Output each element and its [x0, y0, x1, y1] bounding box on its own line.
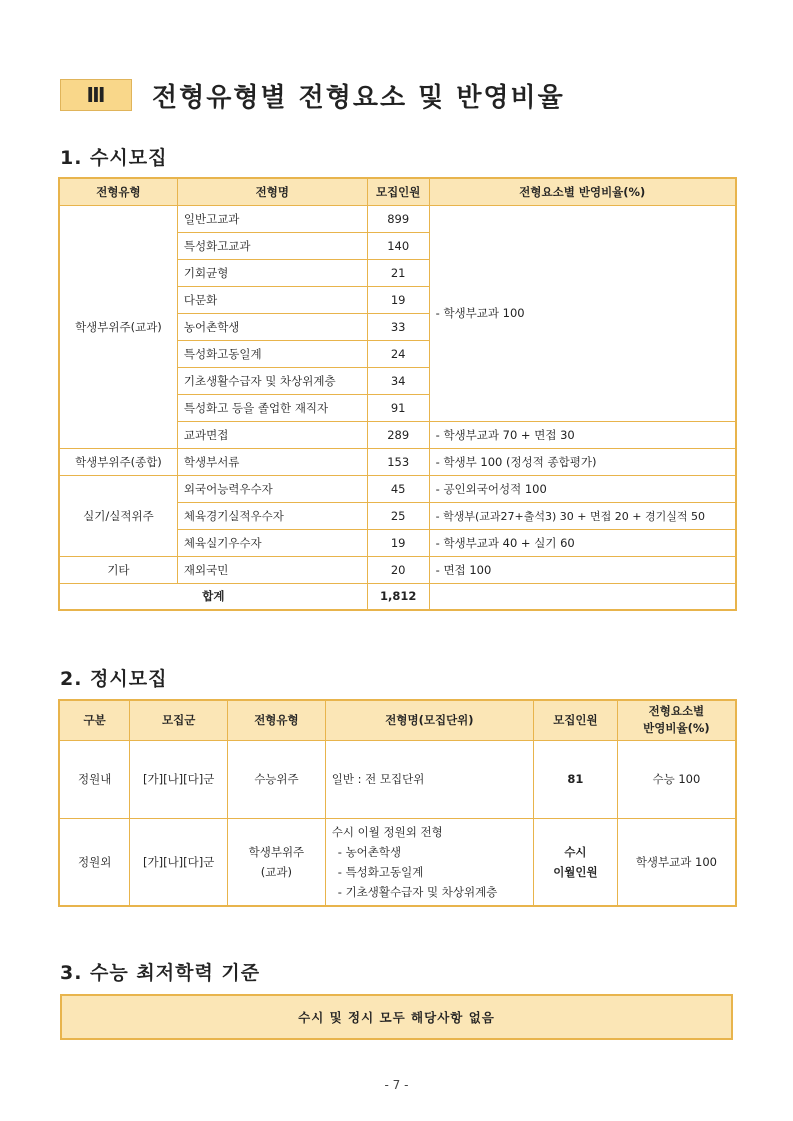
- header-cell: 모집인원: [534, 700, 618, 740]
- table-row: [59, 556, 736, 583]
- count-cell: 20: [367, 556, 429, 583]
- count-cell: 91: [367, 394, 429, 421]
- name-cell: 특성화고동일계: [177, 340, 367, 367]
- ratio-cell: 학생부교과 100: [617, 818, 736, 906]
- header-cell: 구분: [59, 700, 130, 740]
- category-cell: 정원외: [59, 818, 130, 906]
- count-cell: 19: [367, 529, 429, 556]
- type-cell: [228, 818, 326, 906]
- count-cell: 21: [367, 259, 429, 286]
- name-cell: 특성화고 등을 졸업한 재직자: [177, 394, 367, 421]
- susi-table: [58, 177, 737, 611]
- name-line: - 특성화고동일계: [337, 864, 424, 879]
- type-cell: 학생부위주(교과): [59, 205, 177, 448]
- table-row: [59, 475, 736, 502]
- name-line: - 기초생활수급자 및 차상위계층: [337, 884, 498, 899]
- header-cell: 전형유형: [59, 178, 177, 205]
- type-cell: 실기/실적위주: [59, 475, 177, 556]
- total-row: [59, 583, 736, 610]
- name-cell: 학생부서류: [177, 448, 367, 475]
- name-cell: 일반고교과: [177, 205, 367, 232]
- section2-heading: 2. 정시모집: [60, 668, 168, 690]
- count-cell: 289: [367, 421, 429, 448]
- name-cell: 기회균형: [177, 259, 367, 286]
- table-row: [59, 448, 736, 475]
- count-line: 이월인원: [553, 864, 598, 879]
- count-cell: 34: [367, 367, 429, 394]
- table-row: [59, 818, 736, 906]
- name-line: 수시 이월 정원외 전형: [331, 824, 443, 839]
- min-requirement-note: 수시 및 정시 모두 해당사항 없음: [60, 994, 733, 1040]
- count-cell: 24: [367, 340, 429, 367]
- table-row: [59, 205, 736, 232]
- count-cell: 153: [367, 448, 429, 475]
- name-cell: 특성화고교과: [177, 232, 367, 259]
- count-cell: 33: [367, 313, 429, 340]
- empty-cell: [429, 583, 736, 610]
- ratio-cell: 수능 100: [617, 740, 736, 818]
- header-cell: 전형요소별 반영비율(%): [429, 178, 736, 205]
- type-cell: 학생부위주(종합): [59, 448, 177, 475]
- total-label: 합계: [59, 583, 367, 610]
- count-cell: 25: [367, 502, 429, 529]
- count-cell: 19: [367, 286, 429, 313]
- ratio-cell: - 공인외국어성적 100: [429, 475, 736, 502]
- type-cell: 기타: [59, 556, 177, 583]
- count-cell: 45: [367, 475, 429, 502]
- total-count: 1,812: [367, 583, 429, 610]
- header-cell: 전형명: [177, 178, 367, 205]
- header-cell: 전형명(모집단위): [325, 700, 533, 740]
- table-header-row: [59, 178, 736, 205]
- name-cell: 기초생활수급자 및 차상위계층: [177, 367, 367, 394]
- category-cell: 정원내: [59, 740, 130, 818]
- header-cell: 전형유형: [228, 700, 326, 740]
- header-cell: [617, 700, 736, 740]
- group-cell: [가][나][다]군: [130, 740, 228, 818]
- chapter-header: [60, 78, 565, 112]
- chapter-title: 전형유형별 전형요소 및 반영비율: [152, 82, 565, 113]
- name-cell: 일반 : 전 모집단위: [325, 740, 533, 818]
- ratio-cell: - 학생부 100 (정성적 종합평가): [429, 448, 736, 475]
- name-line: - 농어촌학생: [337, 844, 402, 859]
- header-cell: 모집군: [130, 700, 228, 740]
- count-cell: [534, 818, 618, 906]
- ratio-cell: - 면접 100: [429, 556, 736, 583]
- name-cell: 체육경기실적우수자: [177, 502, 367, 529]
- group-cell: [가][나][다]군: [130, 818, 228, 906]
- ratio-cell: - 학생부교과 70 + 면접 30: [429, 421, 736, 448]
- section1-heading: 1. 수시모집: [60, 147, 168, 169]
- name-cell: 교과면접: [177, 421, 367, 448]
- type-cell: 수능위주: [228, 740, 326, 818]
- table-row: [59, 740, 736, 818]
- count-cell: 140: [367, 232, 429, 259]
- header-line: 반영비율(%): [643, 721, 710, 736]
- ratio-cell: - 학생부교과 40 + 실기 60: [429, 529, 736, 556]
- type-line: 학생부위주: [248, 844, 305, 859]
- count-cell: 899: [367, 205, 429, 232]
- type-line: (교과): [260, 864, 292, 879]
- name-cell: 체육실기우수자: [177, 529, 367, 556]
- name-cell: 재외국민: [177, 556, 367, 583]
- ratio-cell: - 학생부교과 100: [429, 205, 736, 421]
- header-line: 전형요소별: [648, 704, 705, 719]
- page-number: - 7 -: [384, 1078, 409, 1092]
- name-cell: [325, 818, 533, 906]
- table-header-row: [59, 700, 736, 740]
- name-cell: 외국어능력우수자: [177, 475, 367, 502]
- ratio-cell: - 학생부(교과27+출석3) 30 + 면접 20 + 경기실적 50: [429, 502, 736, 529]
- name-cell: 다문화: [177, 286, 367, 313]
- jeongsi-table: [58, 699, 737, 907]
- chapter-number: Ⅲ: [60, 79, 132, 111]
- header-cell: 모집인원: [367, 178, 429, 205]
- section3-heading: 3. 수능 최저학력 기준: [60, 962, 261, 984]
- count-cell: 81: [534, 740, 618, 818]
- count-line: 수시: [564, 844, 587, 859]
- name-cell: 농어촌학생: [177, 313, 367, 340]
